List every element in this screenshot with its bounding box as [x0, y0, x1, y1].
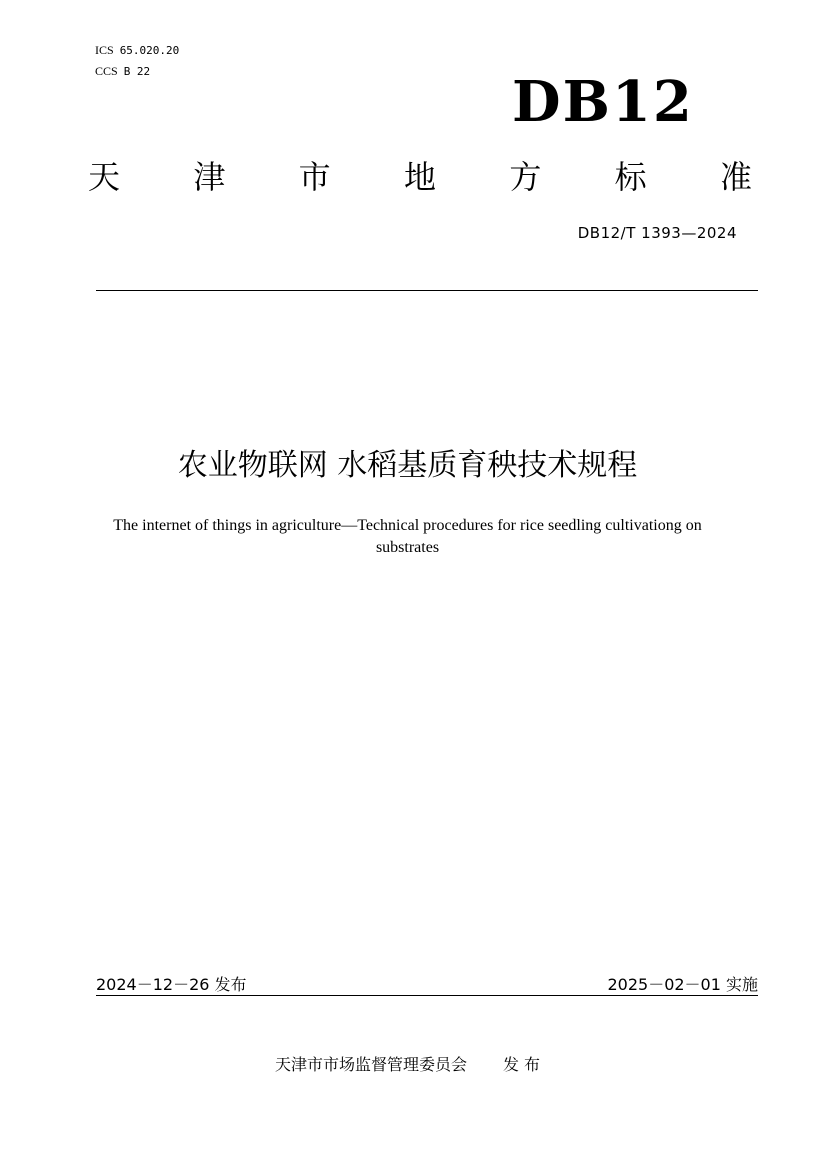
title-chinese: 农业物联网 水稻基质育秧技术规程	[177, 448, 638, 483]
header-divider	[96, 290, 758, 291]
standard-type-char: 标	[614, 158, 647, 196]
implementation-date: 2025－02－01 实施	[607, 975, 758, 994]
issue-date: 2024－12－26 发布	[96, 975, 247, 994]
issuer-name: 天津市市场监督管理委员会	[274, 1055, 467, 1074]
ccs-code: B 22	[123, 65, 151, 78]
standard-type-char: 准	[719, 158, 752, 196]
issuer-line	[0, 1052, 815, 1075]
standard-number: DB12/T 1393—2024	[577, 224, 737, 242]
standard-type-char: 地	[403, 158, 436, 196]
issuer-action: 发 布	[502, 1055, 541, 1074]
standard-type-char: 天	[88, 158, 121, 196]
classification-codes	[95, 40, 179, 82]
standard-type-heading	[88, 155, 752, 199]
db12-logo: DB12	[512, 69, 694, 135]
ccs-label: CCS	[95, 64, 118, 78]
title-english: The internet of things in agriculture—Technical procedures for rice seedling cultivationg on substrates	[113, 517, 702, 556]
ics-code: 65.020.20	[119, 44, 180, 57]
standard-type-char: 市	[298, 158, 331, 196]
standard-type-char: 方	[509, 158, 542, 196]
ics-line	[95, 40, 179, 61]
standard-type-char: 津	[193, 158, 226, 196]
ics-label: ICS	[95, 43, 114, 57]
ccs-line	[95, 61, 179, 82]
footer-divider	[96, 995, 758, 996]
